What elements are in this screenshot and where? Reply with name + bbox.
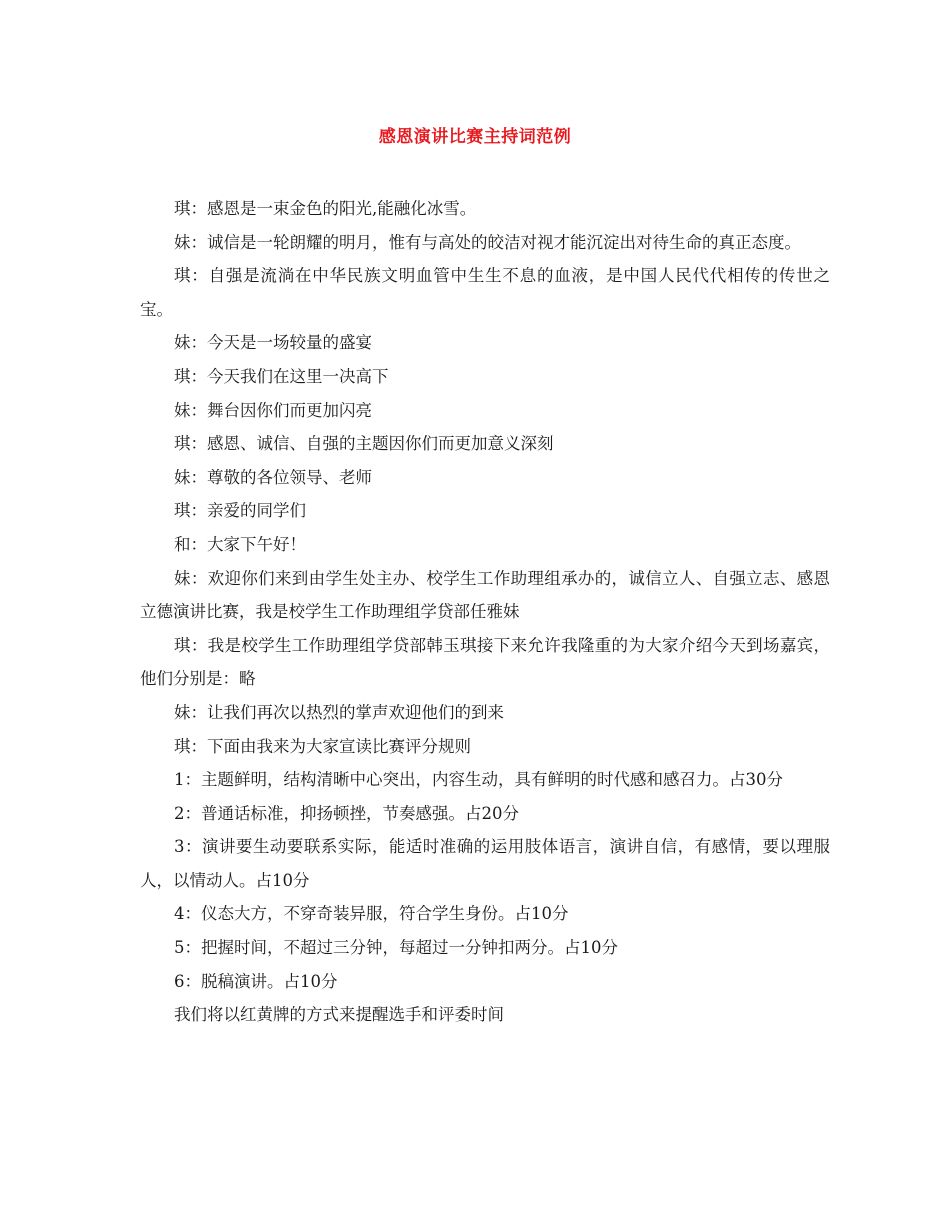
paragraph: 我们将以红黄牌的方式来提醒选手和评委时间	[174, 1005, 504, 1025]
paragraph: 妹：尊敬的各位领导、老师	[174, 467, 372, 487]
document-body	[140, 192, 830, 1032]
paragraph: 3：演讲要生动要联系实际，能适时准确的运用肢体语言，演讲自信，有感情，要以理服人，以情动人。占10分	[140, 837, 830, 890]
document-title: 感恩演讲比赛主持词范例	[378, 127, 572, 147]
paragraph: 妹：让我们再次以热烈的掌声欢迎他们的到来	[174, 702, 504, 722]
paragraph: 妹：诚信是一轮朗耀的明月，惟有与高处的皎洁对视才能沉淀出对待生命的真正态度。	[174, 232, 801, 252]
paragraph: 妹：欢迎你们来到由学生处主办、校学生工作助理组承办的，诚信立人、自强立志、感恩立德演讲比赛，我是校学生工作助理组学贷部任雅妹	[140, 568, 830, 622]
paragraph: 妹：舞台因你们而更加闪亮	[174, 400, 372, 420]
paragraph: 4：仪态大方，不穿奇装异服，符合学生身份。占10分	[174, 904, 569, 924]
paragraph: 和：大家下午好！	[174, 534, 306, 554]
paragraph: 6：脱稿演讲。占10分	[174, 971, 338, 991]
paragraph: 琪：感恩是一束金色的阳光,能融化冰雪。	[174, 199, 477, 218]
paragraph: 2：普通话标准，抑扬顿挫，节奏感强。占20分	[174, 803, 519, 823]
paragraph: 琪：下面由我来为大家宣读比赛评分规则	[174, 736, 471, 756]
paragraph: 琪：亲爱的同学们	[174, 501, 306, 521]
paragraph: 琪：今天我们在这里一决高下	[174, 366, 389, 386]
paragraph: 1：主题鲜明，结构清晰中心突出，内容生动，具有鲜明的时代感和感召力。占30分	[174, 770, 783, 790]
paragraph: 琪：自强是流淌在中华民族文明血管中生生不息的血液，是中国人民代代相传的传世之宝。	[140, 266, 830, 319]
paragraph: 5：把握时间，不超过三分钟，每超过一分钟扣两分。占10分	[174, 938, 618, 958]
paragraph: 妹：今天是一场较量的盛宴	[174, 333, 372, 353]
paragraph: 琪：感恩、诚信、自强的主题因你们而更加意义深刻	[174, 434, 554, 454]
paragraph: 琪：我是校学生工作助理组学贷部韩玉琪接下来允许我隆重的为大家介绍今天到场嘉宾，他们分别是：略	[140, 635, 830, 689]
